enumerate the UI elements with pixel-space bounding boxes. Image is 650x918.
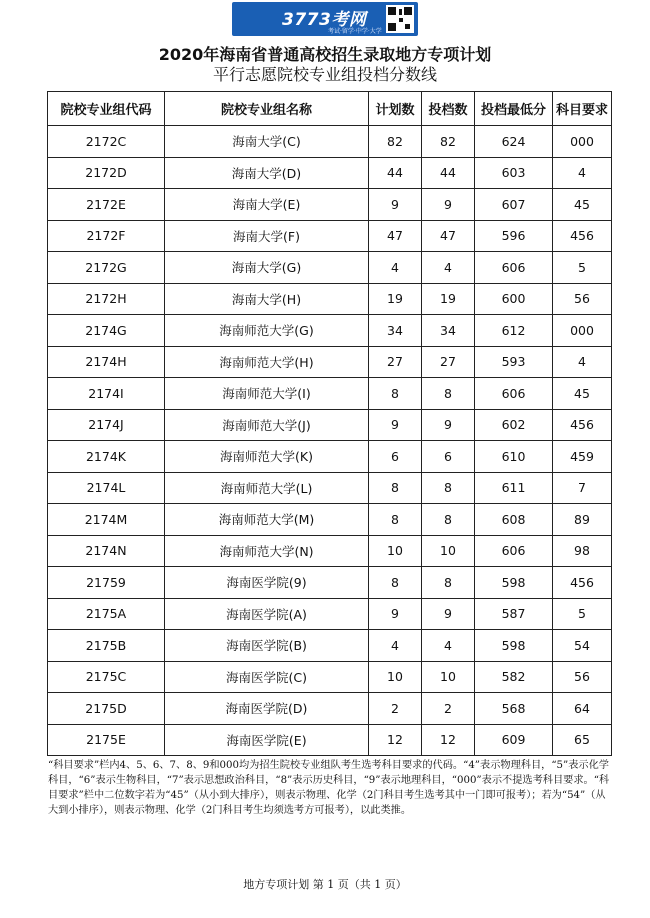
- table-body: [48, 126, 612, 756]
- subject-req-cell: 64: [553, 693, 612, 725]
- plan-count-cell: 47: [369, 220, 422, 252]
- min-score-cell: 606: [475, 535, 553, 567]
- min-score-cell: 598: [475, 630, 553, 662]
- min-score-cell: 606: [475, 252, 553, 284]
- admit-count-cell: 4: [422, 252, 475, 284]
- plan-count-cell: 8: [369, 472, 422, 504]
- min-score-cell: 593: [475, 346, 553, 378]
- admit-count-cell: 9: [422, 409, 475, 441]
- group-name-cell: 海南医学院(A): [165, 598, 369, 630]
- admit-count-cell: 8: [422, 378, 475, 410]
- plan-count-cell: 10: [369, 535, 422, 567]
- group-code-cell: 2174L: [48, 472, 165, 504]
- group-name-cell: 海南大学(C): [165, 126, 369, 158]
- column-header: 科目要求: [553, 92, 612, 126]
- group-name-cell: 海南师范大学(H): [165, 346, 369, 378]
- group-name-cell: 海南医学院(9): [165, 567, 369, 599]
- table-row: [48, 441, 612, 473]
- subject-req-cell: 000: [553, 315, 612, 347]
- min-score-cell: 606: [475, 378, 553, 410]
- min-score-cell: 602: [475, 409, 553, 441]
- group-name-cell: 海南大学(E): [165, 189, 369, 221]
- group-code-cell: 2172H: [48, 283, 165, 315]
- subject-req-cell: 456: [553, 220, 612, 252]
- subject-req-cell: 45: [553, 378, 612, 410]
- admit-count-cell: 9: [422, 189, 475, 221]
- subject-req-cell: 000: [553, 126, 612, 158]
- plan-count-cell: 6: [369, 441, 422, 473]
- admit-count-cell: 2: [422, 693, 475, 725]
- min-score-cell: 624: [475, 126, 553, 158]
- min-score-cell: 598: [475, 567, 553, 599]
- admit-count-cell: 9: [422, 598, 475, 630]
- group-code-cell: 2174N: [48, 535, 165, 567]
- group-name-cell: 海南大学(D): [165, 157, 369, 189]
- admit-count-cell: 27: [422, 346, 475, 378]
- min-score-cell: 587: [475, 598, 553, 630]
- subject-req-cell: 65: [553, 724, 612, 756]
- group-code-cell: 2175B: [48, 630, 165, 662]
- plan-count-cell: 82: [369, 126, 422, 158]
- plan-count-cell: 9: [369, 598, 422, 630]
- table-row: [48, 598, 612, 630]
- group-code-cell: 2174G: [48, 315, 165, 347]
- subject-req-cell: 56: [553, 661, 612, 693]
- subject-req-cell: 4: [553, 157, 612, 189]
- table-row: [48, 472, 612, 504]
- admit-count-cell: 8: [422, 472, 475, 504]
- subject-req-cell: 45: [553, 189, 612, 221]
- admit-count-cell: 12: [422, 724, 475, 756]
- subject-req-cell: 456: [553, 409, 612, 441]
- admit-count-cell: 47: [422, 220, 475, 252]
- plan-count-cell: 4: [369, 252, 422, 284]
- group-name-cell: 海南医学院(B): [165, 630, 369, 662]
- group-name-cell: 海南大学(G): [165, 252, 369, 284]
- group-code-cell: 2172C: [48, 126, 165, 158]
- table-row: [48, 252, 612, 284]
- table-row: [48, 346, 612, 378]
- table-row: [48, 126, 612, 158]
- admit-count-cell: 6: [422, 441, 475, 473]
- admit-count-cell: 82: [422, 126, 475, 158]
- group-name-cell: 海南医学院(C): [165, 661, 369, 693]
- group-name-cell: 海南医学院(D): [165, 693, 369, 725]
- subject-req-cell: 56: [553, 283, 612, 315]
- group-code-cell: 2172F: [48, 220, 165, 252]
- column-header: 院校专业组名称: [165, 92, 369, 126]
- min-score-cell: 609: [475, 724, 553, 756]
- table-row: [48, 535, 612, 567]
- min-score-cell: 612: [475, 315, 553, 347]
- min-score-cell: 608: [475, 504, 553, 536]
- min-score-cell: 603: [475, 157, 553, 189]
- table-row: [48, 189, 612, 221]
- group-name-cell: 海南医学院(E): [165, 724, 369, 756]
- plan-count-cell: 34: [369, 315, 422, 347]
- column-header: 投档数: [422, 92, 475, 126]
- admit-count-cell: 10: [422, 661, 475, 693]
- group-code-cell: 2174I: [48, 378, 165, 410]
- table-row: [48, 315, 612, 347]
- group-code-cell: 2174K: [48, 441, 165, 473]
- min-score-cell: 582: [475, 661, 553, 693]
- group-name-cell: 海南师范大学(J): [165, 409, 369, 441]
- group-name-cell: 海南大学(F): [165, 220, 369, 252]
- group-name-cell: 海南师范大学(N): [165, 535, 369, 567]
- admit-count-cell: 34: [422, 315, 475, 347]
- group-name-cell: 海南师范大学(M): [165, 504, 369, 536]
- table-row: [48, 157, 612, 189]
- table-row: [48, 661, 612, 693]
- table-row: [48, 724, 612, 756]
- page-subtitle: 平行志愿院校专业组投档分数线: [212, 65, 437, 84]
- table-row: [48, 283, 612, 315]
- table-row: [48, 504, 612, 536]
- plan-count-cell: 8: [369, 378, 422, 410]
- plan-count-cell: 12: [369, 724, 422, 756]
- group-code-cell: 2174J: [48, 409, 165, 441]
- min-score-cell: 600: [475, 283, 553, 315]
- plan-count-cell: 9: [369, 189, 422, 221]
- group-code-cell: 2175A: [48, 598, 165, 630]
- admit-count-cell: 8: [422, 504, 475, 536]
- plan-count-cell: 9: [369, 409, 422, 441]
- min-score-cell: 568: [475, 693, 553, 725]
- group-code-cell: 2174H: [48, 346, 165, 378]
- column-header: 计划数: [369, 92, 422, 126]
- plan-count-cell: 27: [369, 346, 422, 378]
- table-row: [48, 220, 612, 252]
- group-name-cell: 海南师范大学(K): [165, 441, 369, 473]
- admit-count-cell: 4: [422, 630, 475, 662]
- min-score-cell: 596: [475, 220, 553, 252]
- group-code-cell: 2172E: [48, 189, 165, 221]
- subject-req-cell: 7: [553, 472, 612, 504]
- subject-req-cell: 4: [553, 346, 612, 378]
- logo-tagline: 考试·留学·中学·大学: [328, 28, 382, 35]
- admit-count-cell: 44: [422, 157, 475, 189]
- column-header: 投档最低分: [475, 92, 553, 126]
- subject-req-cell: 5: [553, 252, 612, 284]
- group-code-cell: 2175E: [48, 724, 165, 756]
- group-name-cell: 海南师范大学(G): [165, 315, 369, 347]
- site-logo[interactable]: [232, 2, 418, 36]
- qr-code-icon: [386, 5, 414, 33]
- subject-req-cell: 89: [553, 504, 612, 536]
- subject-req-cell: 54: [553, 630, 612, 662]
- group-name-cell: 海南师范大学(L): [165, 472, 369, 504]
- table-row: [48, 409, 612, 441]
- page-title: 2020年海南省普通高校招生录取地方专项计划: [158, 45, 492, 64]
- group-code-cell: 2175C: [48, 661, 165, 693]
- table-row: [48, 567, 612, 599]
- table-header-row: [48, 92, 612, 126]
- page-footer: 地方专项计划 第 1 页（共 1 页）: [243, 878, 407, 891]
- group-name-cell: 海南大学(H): [165, 283, 369, 315]
- plan-count-cell: 4: [369, 630, 422, 662]
- group-code-cell: 2174M: [48, 504, 165, 536]
- plan-count-cell: 19: [369, 283, 422, 315]
- group-name-cell: 海南师范大学(I): [165, 378, 369, 410]
- column-header: 院校专业组代码: [48, 92, 165, 126]
- logo-brand: 3773考网: [282, 10, 367, 30]
- min-score-cell: 607: [475, 189, 553, 221]
- subject-req-cell: 459: [553, 441, 612, 473]
- subject-req-cell: 456: [553, 567, 612, 599]
- plan-count-cell: 8: [369, 567, 422, 599]
- table-row: [48, 630, 612, 662]
- admit-count-cell: 19: [422, 283, 475, 315]
- group-code-cell: 2172G: [48, 252, 165, 284]
- admit-count-cell: 8: [422, 567, 475, 599]
- min-score-cell: 610: [475, 441, 553, 473]
- subject-req-cell: 5: [553, 598, 612, 630]
- plan-count-cell: 2: [369, 693, 422, 725]
- plan-count-cell: 44: [369, 157, 422, 189]
- subject-req-cell: 98: [553, 535, 612, 567]
- score-table: [47, 91, 612, 756]
- table-row: [48, 378, 612, 410]
- subject-requirement-note: “科目要求”栏内4、5、6、7、8、9和000均为招生院校专业组队考生选考科目要求的代码。“4”表示物理科目，“5”表示化学科目，“6”表示生物科目，“7”表示思想政治科目，“8”表示历史科目，“9”表示地理科目，“000”表示不提选考科目要求。“科目要求”栏中二位数字若为“45”（从小到大排序），则表示物理、化学（2门科目考生选考其中一门即可报考）；若为“54”（从大到小排序），则表示物理、化学（2门科目考生均须选考方可报考），以此类推。: [48, 760, 610, 816]
- plan-count-cell: 10: [369, 661, 422, 693]
- table-row: [48, 693, 612, 725]
- group-code-cell: 2172D: [48, 157, 165, 189]
- plan-count-cell: 8: [369, 504, 422, 536]
- group-code-cell: 2175D: [48, 693, 165, 725]
- min-score-cell: 611: [475, 472, 553, 504]
- group-code-cell: 21759: [48, 567, 165, 599]
- admit-count-cell: 10: [422, 535, 475, 567]
